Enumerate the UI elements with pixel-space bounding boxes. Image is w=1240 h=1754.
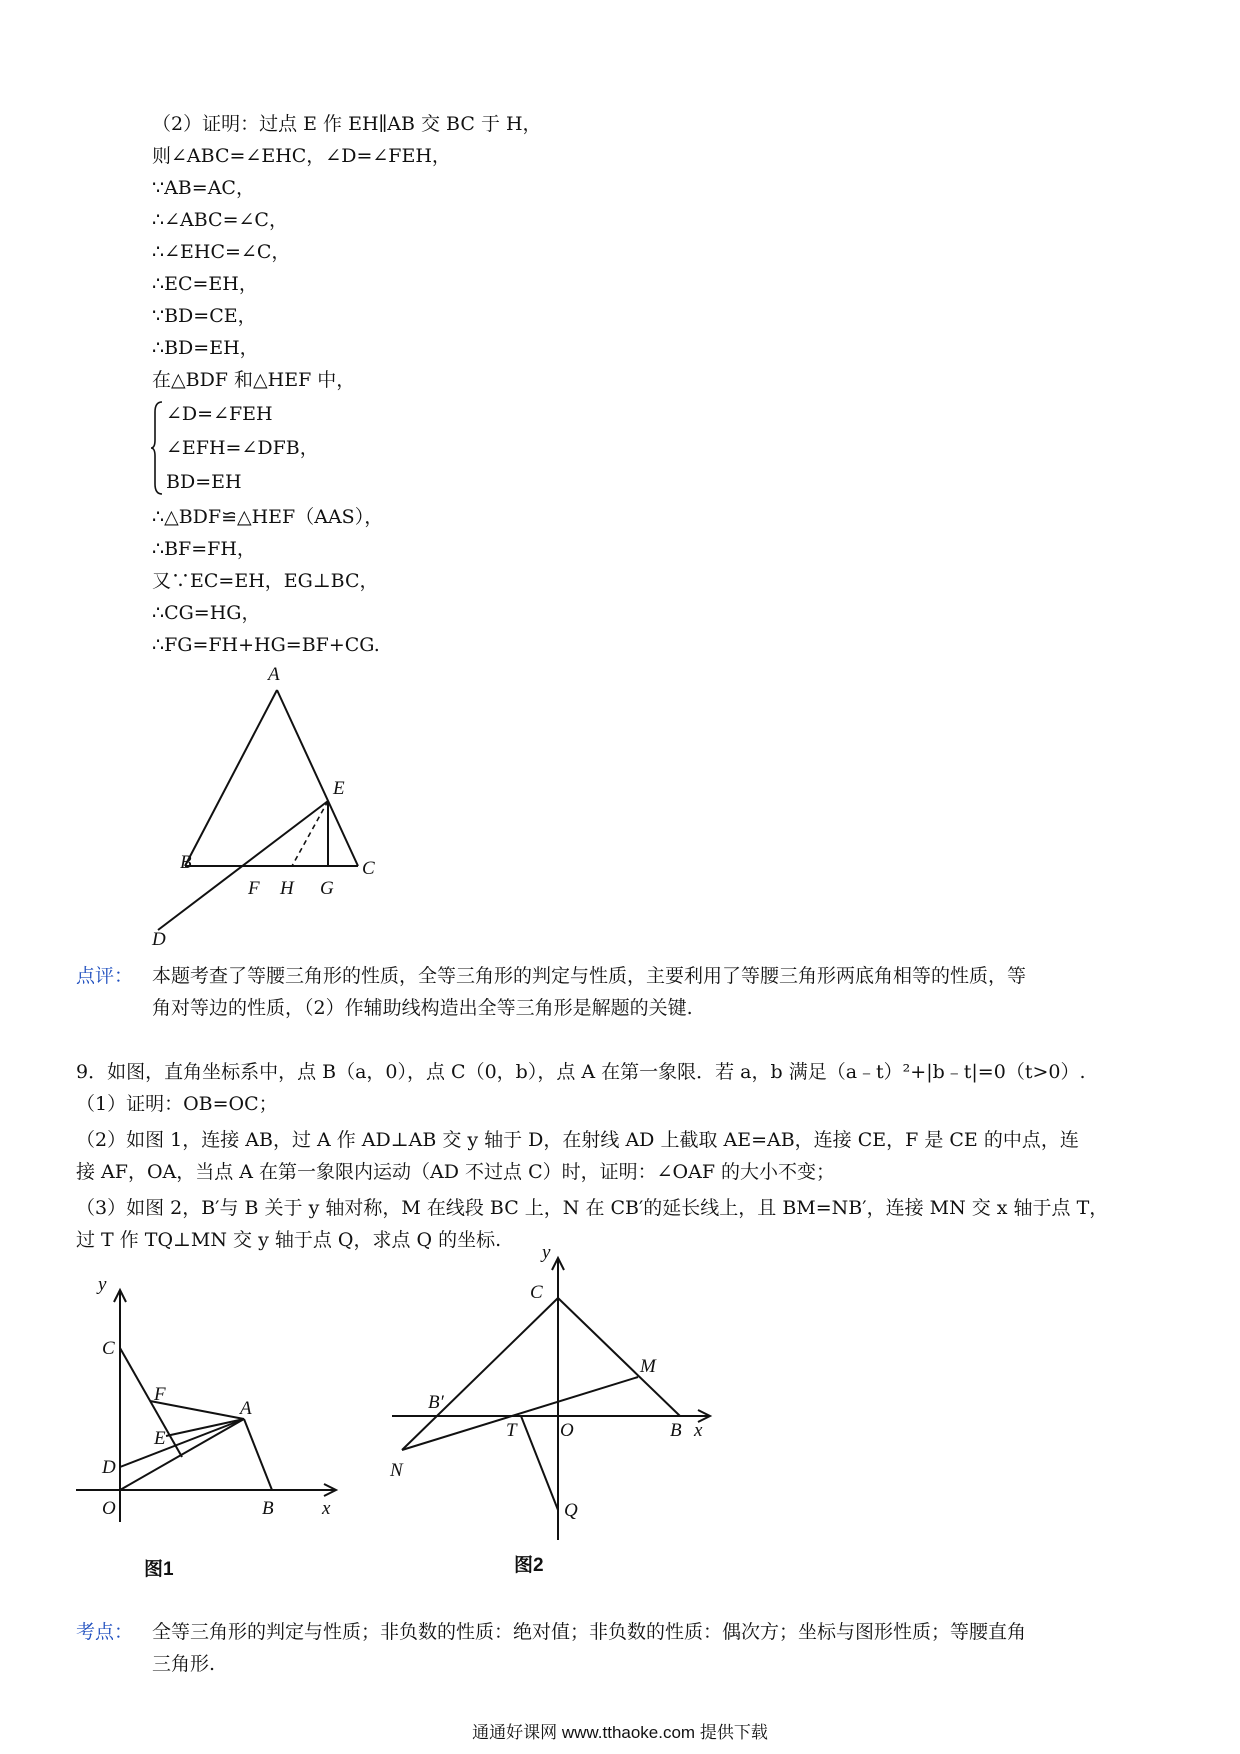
problem-line: 接 AF，OA，当点 A 在第一象限内运动（AD 不过点 C）时，证明：∠OAF 的大小不变； xyxy=(76,1161,836,1183)
proof-line: ∵BD=CE， xyxy=(152,305,257,327)
point-a-label: A xyxy=(268,664,280,685)
x-axis-label: x xyxy=(694,1420,703,1441)
point-a-label: A xyxy=(240,1398,252,1419)
origin-label: O xyxy=(102,1498,116,1519)
figure-1 xyxy=(66,1270,356,1550)
proof-line: ∴△BDF≌△HEF（AAS）， xyxy=(152,506,384,528)
system-line: BD=EH xyxy=(166,471,242,493)
point-c-label: C xyxy=(102,1338,115,1359)
proof-line: ∵AB=AC， xyxy=(152,177,255,199)
point-c-label: C xyxy=(530,1282,543,1303)
point-e-label: E xyxy=(154,1428,166,1449)
proof-line: ∴CG=HG， xyxy=(152,602,261,624)
proof-line: 则∠ABC=∠EHC，∠D=∠FEH， xyxy=(152,145,451,167)
point-d-label: D xyxy=(152,929,166,950)
y-axis-label: y xyxy=(542,1242,551,1263)
proof-line: 在△BDF 和△HEF 中， xyxy=(152,369,356,391)
point-g-label: G xyxy=(320,878,334,899)
point-f-label: F xyxy=(248,878,260,899)
point-e-label: E xyxy=(333,778,345,799)
kaodian-line: 全等三角形的判定与性质；非负数的性质：绝对值；非负数的性质：偶次方；坐标与图形性质；等腰直角 xyxy=(152,1621,1027,1643)
origin-label: O xyxy=(560,1420,574,1441)
point-t-label: T xyxy=(506,1420,517,1441)
proof-line: ∴∠EHC=∠C， xyxy=(152,241,291,263)
review-line: 角对等边的性质，（2）作辅助线构造出全等三角形是解题的关键. xyxy=(152,997,693,1019)
problem-line: （1）证明：OB=OC； xyxy=(76,1093,278,1115)
point-b-label: B xyxy=(180,852,192,873)
proof-line: （2）证明：过点 E 作 EH∥AB 交 BC 于 H， xyxy=(152,113,542,135)
point-f-label: F xyxy=(154,1384,166,1405)
point-d-label: D xyxy=(102,1457,116,1478)
point-n-label: N xyxy=(390,1460,403,1481)
proof-line: 又∵EC=EH，EG⊥BC， xyxy=(152,570,379,592)
proof-line: ∴BF=FH， xyxy=(152,538,256,560)
point-c-label: C xyxy=(362,858,375,879)
point-h-label: H xyxy=(280,878,294,899)
page-footer: 通通好课网 www.tthaoke.com 提供下载 xyxy=(472,1723,768,1742)
problem-line: 过 T 作 TQ⊥MN 交 y 轴于点 Q，求点 Q 的坐标. xyxy=(76,1229,502,1251)
problem-line: （2）如图 1，连接 AB，过 A 作 AD⊥AB 交 y 轴于 D，在射线 AD 上截取 AE=AB，连接 CE，F 是 CE 的中点，连 xyxy=(76,1129,1079,1151)
system-line: ∠EFH=∠DFB， xyxy=(166,437,319,459)
kaodian-line: 三角形. xyxy=(152,1653,216,1675)
point-m-label: M xyxy=(640,1356,656,1377)
point-q-label: Q xyxy=(564,1500,578,1521)
proof-line: ∴FG=FH+HG=BF+CG. xyxy=(152,634,380,656)
system-line: ∠D=∠FEH xyxy=(166,403,273,425)
point-b-prime-label: B′ xyxy=(428,1392,444,1413)
problem-line: （3）如图 2，B′与 B 关于 y 轴对称，M 在线段 BC 上，N 在 CB′的延长线上，且 BM=NB′，连接 MN 交 x 轴于点 T， xyxy=(76,1197,1109,1219)
problem-line: 9．如图，直角坐标系中，点 B（a，0），点 C（0，b），点 A 在第一象限．若 a，b 满足（a﹣t）²+|b﹣t|=0（t>0）. xyxy=(76,1061,1086,1083)
proof-line: ∴EC=EH， xyxy=(152,273,258,295)
figure-1-caption: 图1 xyxy=(144,1559,174,1580)
figure-2 xyxy=(382,1240,722,1540)
y-axis-label: y xyxy=(98,1274,107,1295)
kaodian-label: 考点： xyxy=(76,1621,134,1643)
triangle-figure xyxy=(140,660,420,950)
review-label: 点评： xyxy=(76,965,134,987)
review-line: 本题考查了等腰三角形的性质，全等三角形的判定与性质，主要利用了等腰三角形两底角相等的性质，等 xyxy=(152,965,1027,987)
proof-line: ∴BD=EH， xyxy=(152,337,259,359)
system-brace xyxy=(150,400,164,496)
proof-line: ∴∠ABC=∠C， xyxy=(152,209,288,231)
point-b-label: B xyxy=(670,1420,682,1441)
x-axis-label: x xyxy=(322,1498,331,1519)
figure-2-caption: 图2 xyxy=(514,1555,544,1576)
point-b-label: B xyxy=(262,1498,274,1519)
